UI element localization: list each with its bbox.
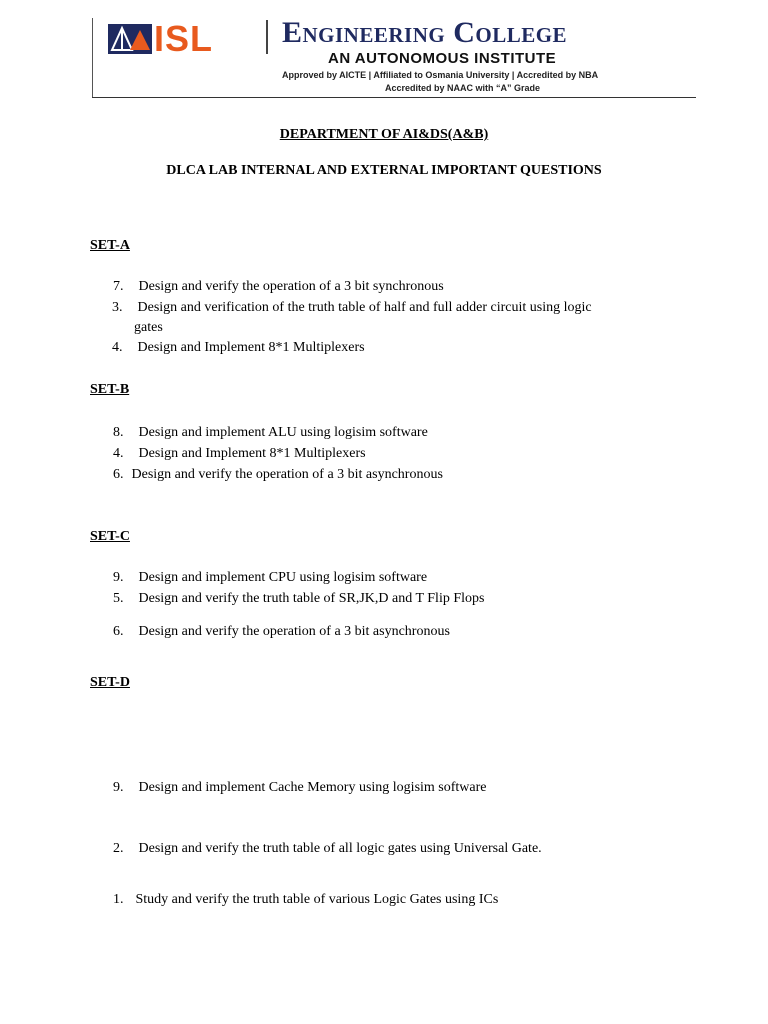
question-number: 3. [112,300,123,315]
question-item [113,591,484,607]
accreditation-line: Accredited by NAAC with “A” Grade [385,83,541,93]
document-title: DLCA LAB INTERNAL AND EXTERNAL IMPORTANT QUESTIONS [166,163,602,178]
question-number: 6. [113,624,124,639]
question-text: Design and verify the operation of a 3 bit asynchronous [138,624,450,639]
question-text: Design and verify the operation of a 3 bit asynchronous [131,467,443,482]
logo-divider [266,20,268,54]
set-b-heading: SET-B [90,382,130,397]
set-c-heading: SET-C [90,529,130,544]
question-item [113,841,542,857]
letterhead-left-rule [92,18,93,98]
question-text: Design and implement ALU using logisim software [138,425,428,440]
question-text: Design and implement CPU using logisim software [138,570,428,585]
emblem-icon [108,24,152,54]
department-title: DEPARTMENT OF AI&DS(A&B) [279,127,489,142]
logo-text: ISL [154,18,214,59]
question-item [113,780,487,796]
question-number: 9. [113,570,124,585]
question-item [113,446,366,462]
question-text: Design and implement Cache Memory using logisim software [138,780,487,795]
question-text: Study and verify the truth table of various Logic Gates using ICs [135,892,499,907]
question-number: 4. [113,446,124,461]
question-number: 2. [113,841,124,856]
question-item [112,300,592,316]
question-text: Design and verification of the truth table of half and full adder circuit using logic [137,300,592,315]
question-text: Design and verify the operation of a 3 bit synchronous [138,279,444,294]
question-text-continuation: gates [134,320,163,335]
question-item [113,624,450,640]
letterhead [92,18,696,98]
college-subtitle: AN AUTONOMOUS INSTITUTE [328,50,557,67]
isl-logo [108,18,258,59]
question-text: Design and verify the truth table of SR,JK,D and T Flip Flops [138,591,485,606]
question-text: Design and Implement 8*1 Multiplexers [138,446,366,461]
set-d-heading: SET-D [90,675,130,690]
set-a-heading: SET-A [90,238,130,253]
question-item [113,425,428,441]
question-number: 8. [113,425,124,440]
question-item [113,279,444,295]
letterhead-bottom-rule [92,97,696,98]
question-item [112,340,365,356]
question-item [113,570,427,586]
question-text: Design and verify the truth table of all logic gates using Universal Gate. [138,841,542,856]
question-number: 1. [113,892,124,907]
question-number: 5. [113,591,124,606]
question-number: 9. [113,780,124,795]
question-item [113,892,498,908]
question-number: 4. [112,340,123,355]
college-name: Engineering College [282,16,568,49]
question-number: 6. [113,467,124,482]
question-item [113,467,443,483]
approval-line: Approved by AICTE | Affiliated to Osmania University | Accredited by NBA [282,70,599,80]
question-text: Design and Implement 8*1 Multiplexers [137,340,365,355]
question-number: 7. [113,279,124,294]
